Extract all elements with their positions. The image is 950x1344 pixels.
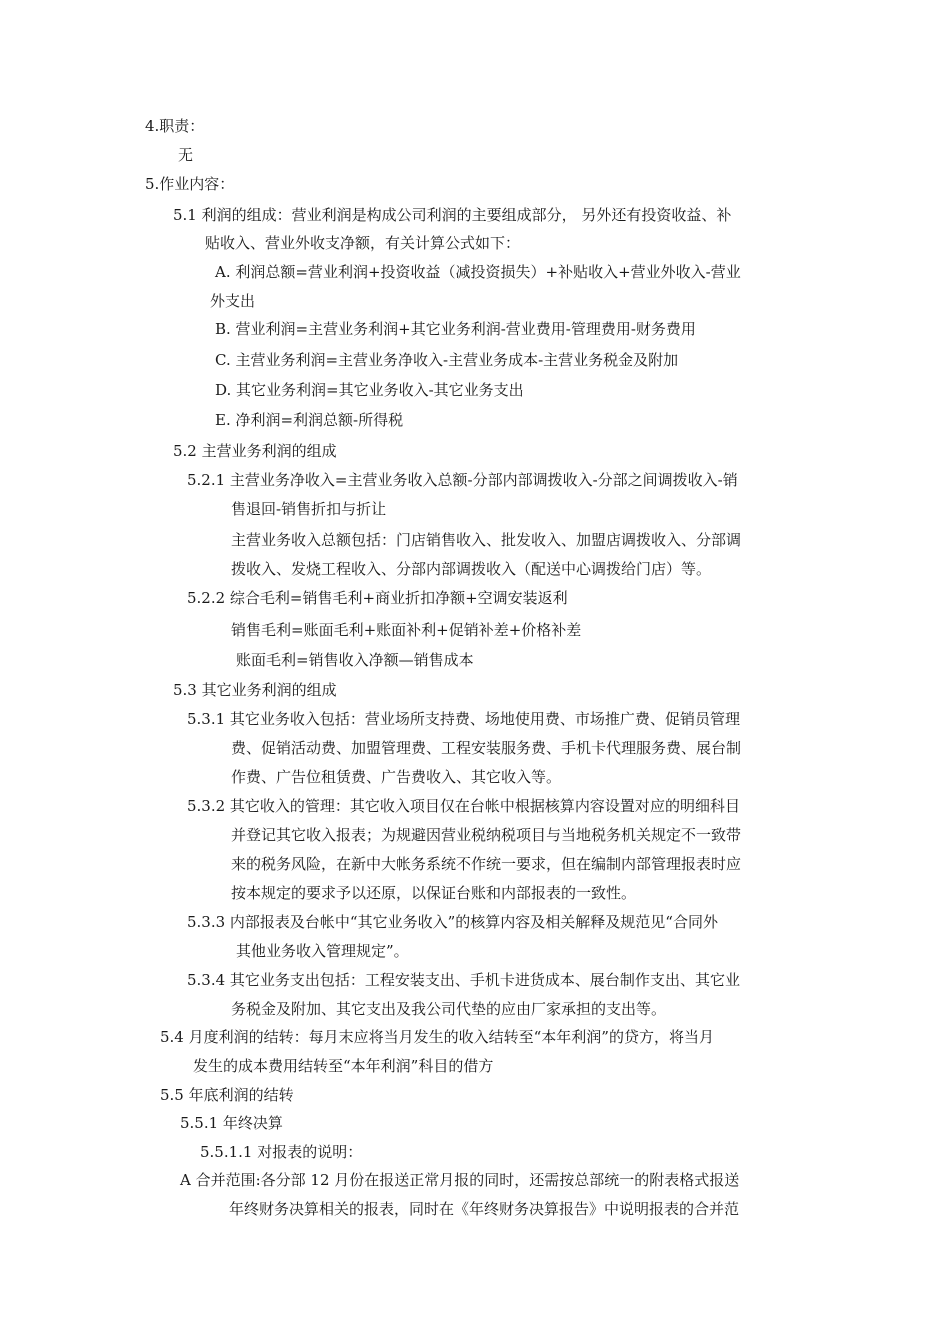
section-5-2-heading: 5.2 主营业务利润的组成 xyxy=(173,442,337,460)
formula-d: D. 其它业务利润=其它业务收入-其它业务支出 xyxy=(215,381,524,399)
section-5-2-1-line2: 售退回-销售折扣与折让 xyxy=(231,500,387,518)
section-5-5-heading: 5.5 年底利润的结转 xyxy=(160,1086,294,1104)
section-5-5-a-line1: A 合并范围:各分部 12 月份在报送正常月报的同时，还需按总部统一的附表格式报送 xyxy=(180,1171,740,1189)
formula-b: B. 营业利润=主营业务利润+其它业务利润-营业费用-管理费用-财务费用 xyxy=(215,320,696,338)
section-5-2-1-line3: 主营业务收入总额包括：门店销售收入、批发收入、加盟店调拨收入、分部调 xyxy=(231,531,742,549)
section-4-body: 无 xyxy=(178,146,194,164)
section-4-heading: 4.职责： xyxy=(145,117,205,135)
section-5-4-line2: 发生的成本费用结转至“本年利润”科目的借方 xyxy=(193,1057,494,1075)
section-5-heading: 5.作业内容： xyxy=(145,175,235,193)
formula-a-line1: A. 利润总额=营业利润+投资收益（减投资损失）+补贴收入+营业外收入-营业 xyxy=(215,263,741,281)
section-5-2-1-line1: 5.2.1 主营业务净收入=主营业务收入总额-分部内部调拨收入-分部之间调拨收入-销 xyxy=(187,471,738,489)
section-5-3-2-line1: 5.3.2 其它收入的管理：其它收入项目仅在台帐中根据核算内容设置对应的明细科目 xyxy=(187,797,740,815)
section-5-3-1-line3: 作费、广告位租赁费、广告费收入、其它收入等。 xyxy=(231,768,562,786)
section-5-5-1-1: 5.5.1.1 对报表的说明： xyxy=(200,1143,363,1161)
section-5-3-1-line1: 5.3.1 其它业务收入包括：营业场所支持费、场地使用费、市场推广费、促销员管理 xyxy=(187,710,740,728)
section-5-3-2-line2: 并登记其它收入报表；为规避因营业税纳税项目与当地税务机关规定不一致带 xyxy=(231,826,742,844)
section-5-4-line1: 5.4 月度利润的结转：每月末应将当月发生的收入结转至“本年利润”的贷方，将当月 xyxy=(160,1028,714,1046)
section-5-3-4-line2: 务税金及附加、其它支出及我公司代垫的应由厂家承担的支出等。 xyxy=(231,1000,667,1018)
formula-e: E. 净利润=利润总额-所得税 xyxy=(215,411,404,429)
section-5-2-2-line1: 5.2.2 综合毛利=销售毛利+商业折扣净额+空调安装返利 xyxy=(187,589,568,607)
section-5-1-line1: 5.1 利润的组成：营业利润是构成公司利润的主要组成部分， 另外还有投资收益、补 xyxy=(173,206,732,224)
section-5-3-3-line1: 5.3.3 内部报表及台帐中“其它业务收入”的核算内容及相关解释及规范见“合同外 xyxy=(187,913,718,931)
section-5-3-4-line1: 5.3.4 其它业务支出包括：工程安装支出、手机卡进货成本、展台制作支出、其它业 xyxy=(187,971,740,989)
section-5-5-a-line2: 年终财务决算相关的报表，同时在《年终财务决算报告》中说明报表的合并范 xyxy=(229,1200,740,1218)
section-5-1-line2: 贴收入、营业外收支净额，有关计算公式如下： xyxy=(205,234,521,252)
formula-c: C. 主营业务利润=主营业务净收入-主营业务成本-主营业务税金及附加 xyxy=(215,351,679,369)
section-5-3-heading: 5.3 其它业务利润的组成 xyxy=(173,681,337,699)
section-5-3-2-line4: 按本规定的要求予以还原，以保证台账和内部报表的一致性。 xyxy=(231,884,637,902)
section-5-3-1-line2: 费、促销活动费、加盟管理费、工程安装服务费、手机卡代理服务费、展台制 xyxy=(231,739,742,757)
formula-a-line2: 外支出 xyxy=(210,292,256,310)
section-5-5-1: 5.5.1 年终决算 xyxy=(180,1114,283,1132)
section-5-2-2-line2: 销售毛利=账面毛利+账面补利+促销补差+价格补差 xyxy=(231,621,582,639)
section-5-2-2-line3: 账面毛利=销售收入净额—销售成本 xyxy=(236,651,474,669)
section-5-2-1-line4: 拨收入、发烧工程收入、分部内部调拨收入（配送中心调拨给门店）等。 xyxy=(231,560,712,578)
section-5-3-2-line3: 来的税务风险，在新中大帐务系统不作统一要求，但在编制内部管理报表时应 xyxy=(231,855,742,873)
section-5-3-3-line2: 其他业务收入管理规定”。 xyxy=(236,942,409,960)
